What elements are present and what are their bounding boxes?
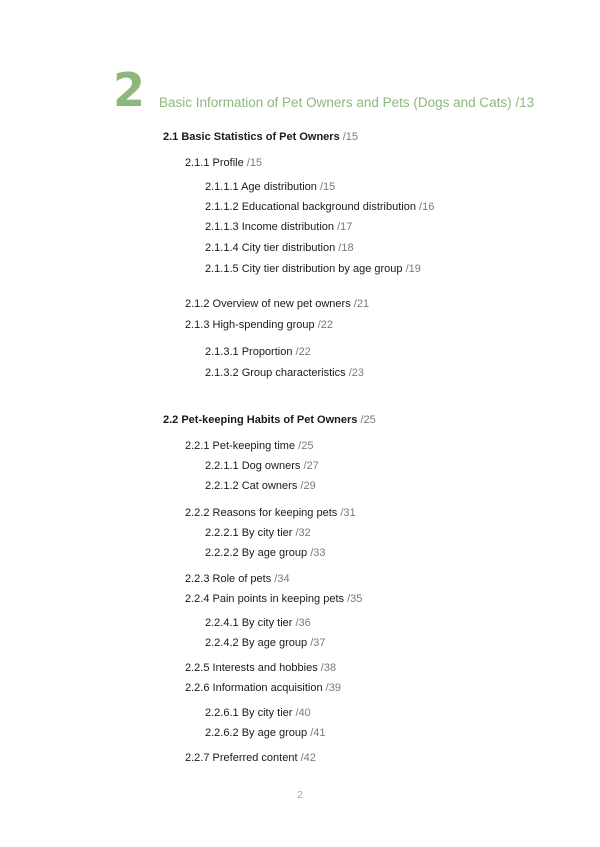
toc-entry-page: /22	[295, 346, 311, 358]
toc-entry-page: /41	[310, 727, 326, 739]
toc-entry[interactable]	[185, 506, 356, 520]
toc-entry-page: /40	[295, 707, 311, 719]
toc-entry-label: 2.2.4 Pain points in keeping pets	[185, 593, 345, 605]
toc-entry-label: 2.2.2 Reasons for keeping pets	[185, 507, 338, 519]
toc-entry[interactable]	[163, 130, 358, 144]
toc-entry[interactable]	[185, 681, 341, 695]
toc-entry[interactable]	[163, 413, 376, 427]
toc-entry-label: 2.1.1 Profile	[185, 157, 244, 169]
toc-entry-page: /32	[295, 527, 311, 539]
toc-entry-page: /27	[303, 460, 319, 472]
toc-entry-label: 2.1.1.1 Age distribution	[205, 181, 317, 193]
toc-entry-label: 2.1.3 High-spending group	[185, 319, 315, 331]
toc-entry[interactable]	[185, 156, 262, 170]
toc-entry[interactable]	[205, 526, 311, 540]
toc-entry[interactable]	[205, 706, 311, 720]
toc-entry-page: /31	[340, 507, 356, 519]
toc-entry-page: /23	[348, 367, 364, 379]
toc-entry-label: 2.2.2.1 By city tier	[205, 527, 293, 539]
toc-entry[interactable]	[185, 572, 290, 586]
toc-entry[interactable]	[205, 459, 319, 473]
toc-entry[interactable]	[205, 636, 326, 650]
footer-page-number: 2	[297, 790, 303, 801]
toc-entry-label: 2.1 Basic Statistics of Pet Owners	[163, 131, 340, 143]
toc-entry-page: /17	[337, 221, 353, 233]
toc-entry-page: /16	[419, 201, 435, 213]
toc-entry-page: /39	[325, 682, 341, 694]
toc-entry[interactable]	[205, 180, 335, 194]
toc-entry-page: /19	[405, 263, 421, 275]
chapter-number: 2	[113, 63, 146, 117]
toc-entry-label: 2.2.7 Preferred content	[185, 752, 298, 764]
toc-entry-page: /25	[298, 440, 314, 452]
toc-entry-label: 2.2.5 Interests and hobbies	[185, 662, 318, 674]
toc-entry-label: 2.2.6.2 By age group	[205, 727, 308, 739]
toc-entry-page: /33	[310, 547, 326, 559]
toc-entry[interactable]	[185, 751, 316, 765]
toc-entry-page: /15	[342, 131, 359, 143]
toc-entry[interactable]	[205, 200, 434, 214]
toc-entry[interactable]	[205, 345, 311, 359]
toc-entry[interactable]	[205, 220, 352, 234]
toc-entry[interactable]	[205, 726, 326, 740]
toc-entry-label: 2.2 Pet-keeping Habits of Pet Owners	[163, 414, 358, 426]
toc-entry-label: 2.2.4.1 By city tier	[205, 617, 293, 629]
toc-entry[interactable]	[185, 439, 313, 453]
toc-entry-label: 2.2.6.1 By city tier	[205, 707, 293, 719]
toc-entry-page: /34	[274, 573, 290, 585]
toc-entry-page: /21	[353, 298, 370, 310]
toc-entry[interactable]	[205, 366, 364, 380]
toc-entry-label: 2.1.1.3 Income distribution	[205, 221, 335, 233]
toc-entry-page: /22	[317, 319, 334, 331]
toc-entry[interactable]	[205, 546, 326, 560]
toc-entry-page: /38	[320, 662, 337, 674]
chapter-title: Basic Information of Pet Owners and Pets (Dogs and Cats) /13	[159, 95, 535, 110]
toc-entry-page: /29	[300, 480, 316, 492]
toc-entry-label: 2.2.6 Information acquisition	[185, 682, 323, 694]
toc-entry-page: /42	[300, 752, 316, 764]
toc-entry-page: /37	[310, 637, 326, 649]
toc-entry-label: 2.1.1.5 City tier distribution by age group	[205, 263, 403, 275]
toc-entry-label: 2.1.1.4 City tier distribution	[205, 242, 336, 254]
toc-entry[interactable]	[185, 297, 369, 311]
toc-entry-label: 2.2.1 Pet-keeping time	[185, 440, 296, 452]
toc-entry-label: 2.1.3.2 Group characteristics	[205, 367, 346, 379]
toc-entry[interactable]	[205, 262, 421, 276]
toc-entry-page: /25	[360, 414, 376, 426]
toc-entry-label: 2.2.3 Role of pets	[185, 573, 272, 585]
toc-entry-label: 2.2.4.2 By age group	[205, 637, 308, 649]
toc-entry[interactable]	[185, 318, 333, 332]
toc-entry[interactable]	[185, 661, 336, 675]
toc-entry[interactable]	[205, 616, 311, 630]
toc-entry[interactable]	[205, 479, 316, 493]
toc-entry-label: 2.1.1.2 Educational background distribution	[205, 201, 416, 213]
toc-entry[interactable]	[185, 592, 362, 606]
toc-entry[interactable]	[205, 241, 354, 255]
toc-entry-page: /18	[338, 242, 354, 254]
toc-entry-page: /15	[246, 157, 263, 169]
toc-entry-page: /35	[347, 593, 363, 605]
toc-entry-page: /15	[319, 181, 336, 193]
toc-entry-label: 2.2.2.2 By age group	[205, 547, 308, 559]
toc-entry-label: 2.2.1.1 Dog owners	[205, 460, 301, 472]
toc-entry-label: 2.1.3.1 Proportion	[205, 346, 293, 358]
toc-entry-label: 2.1.2 Overview of new pet owners	[185, 298, 351, 310]
toc-entry-label: 2.2.1.2 Cat owners	[205, 480, 298, 492]
toc-entry-page: /36	[295, 617, 311, 629]
